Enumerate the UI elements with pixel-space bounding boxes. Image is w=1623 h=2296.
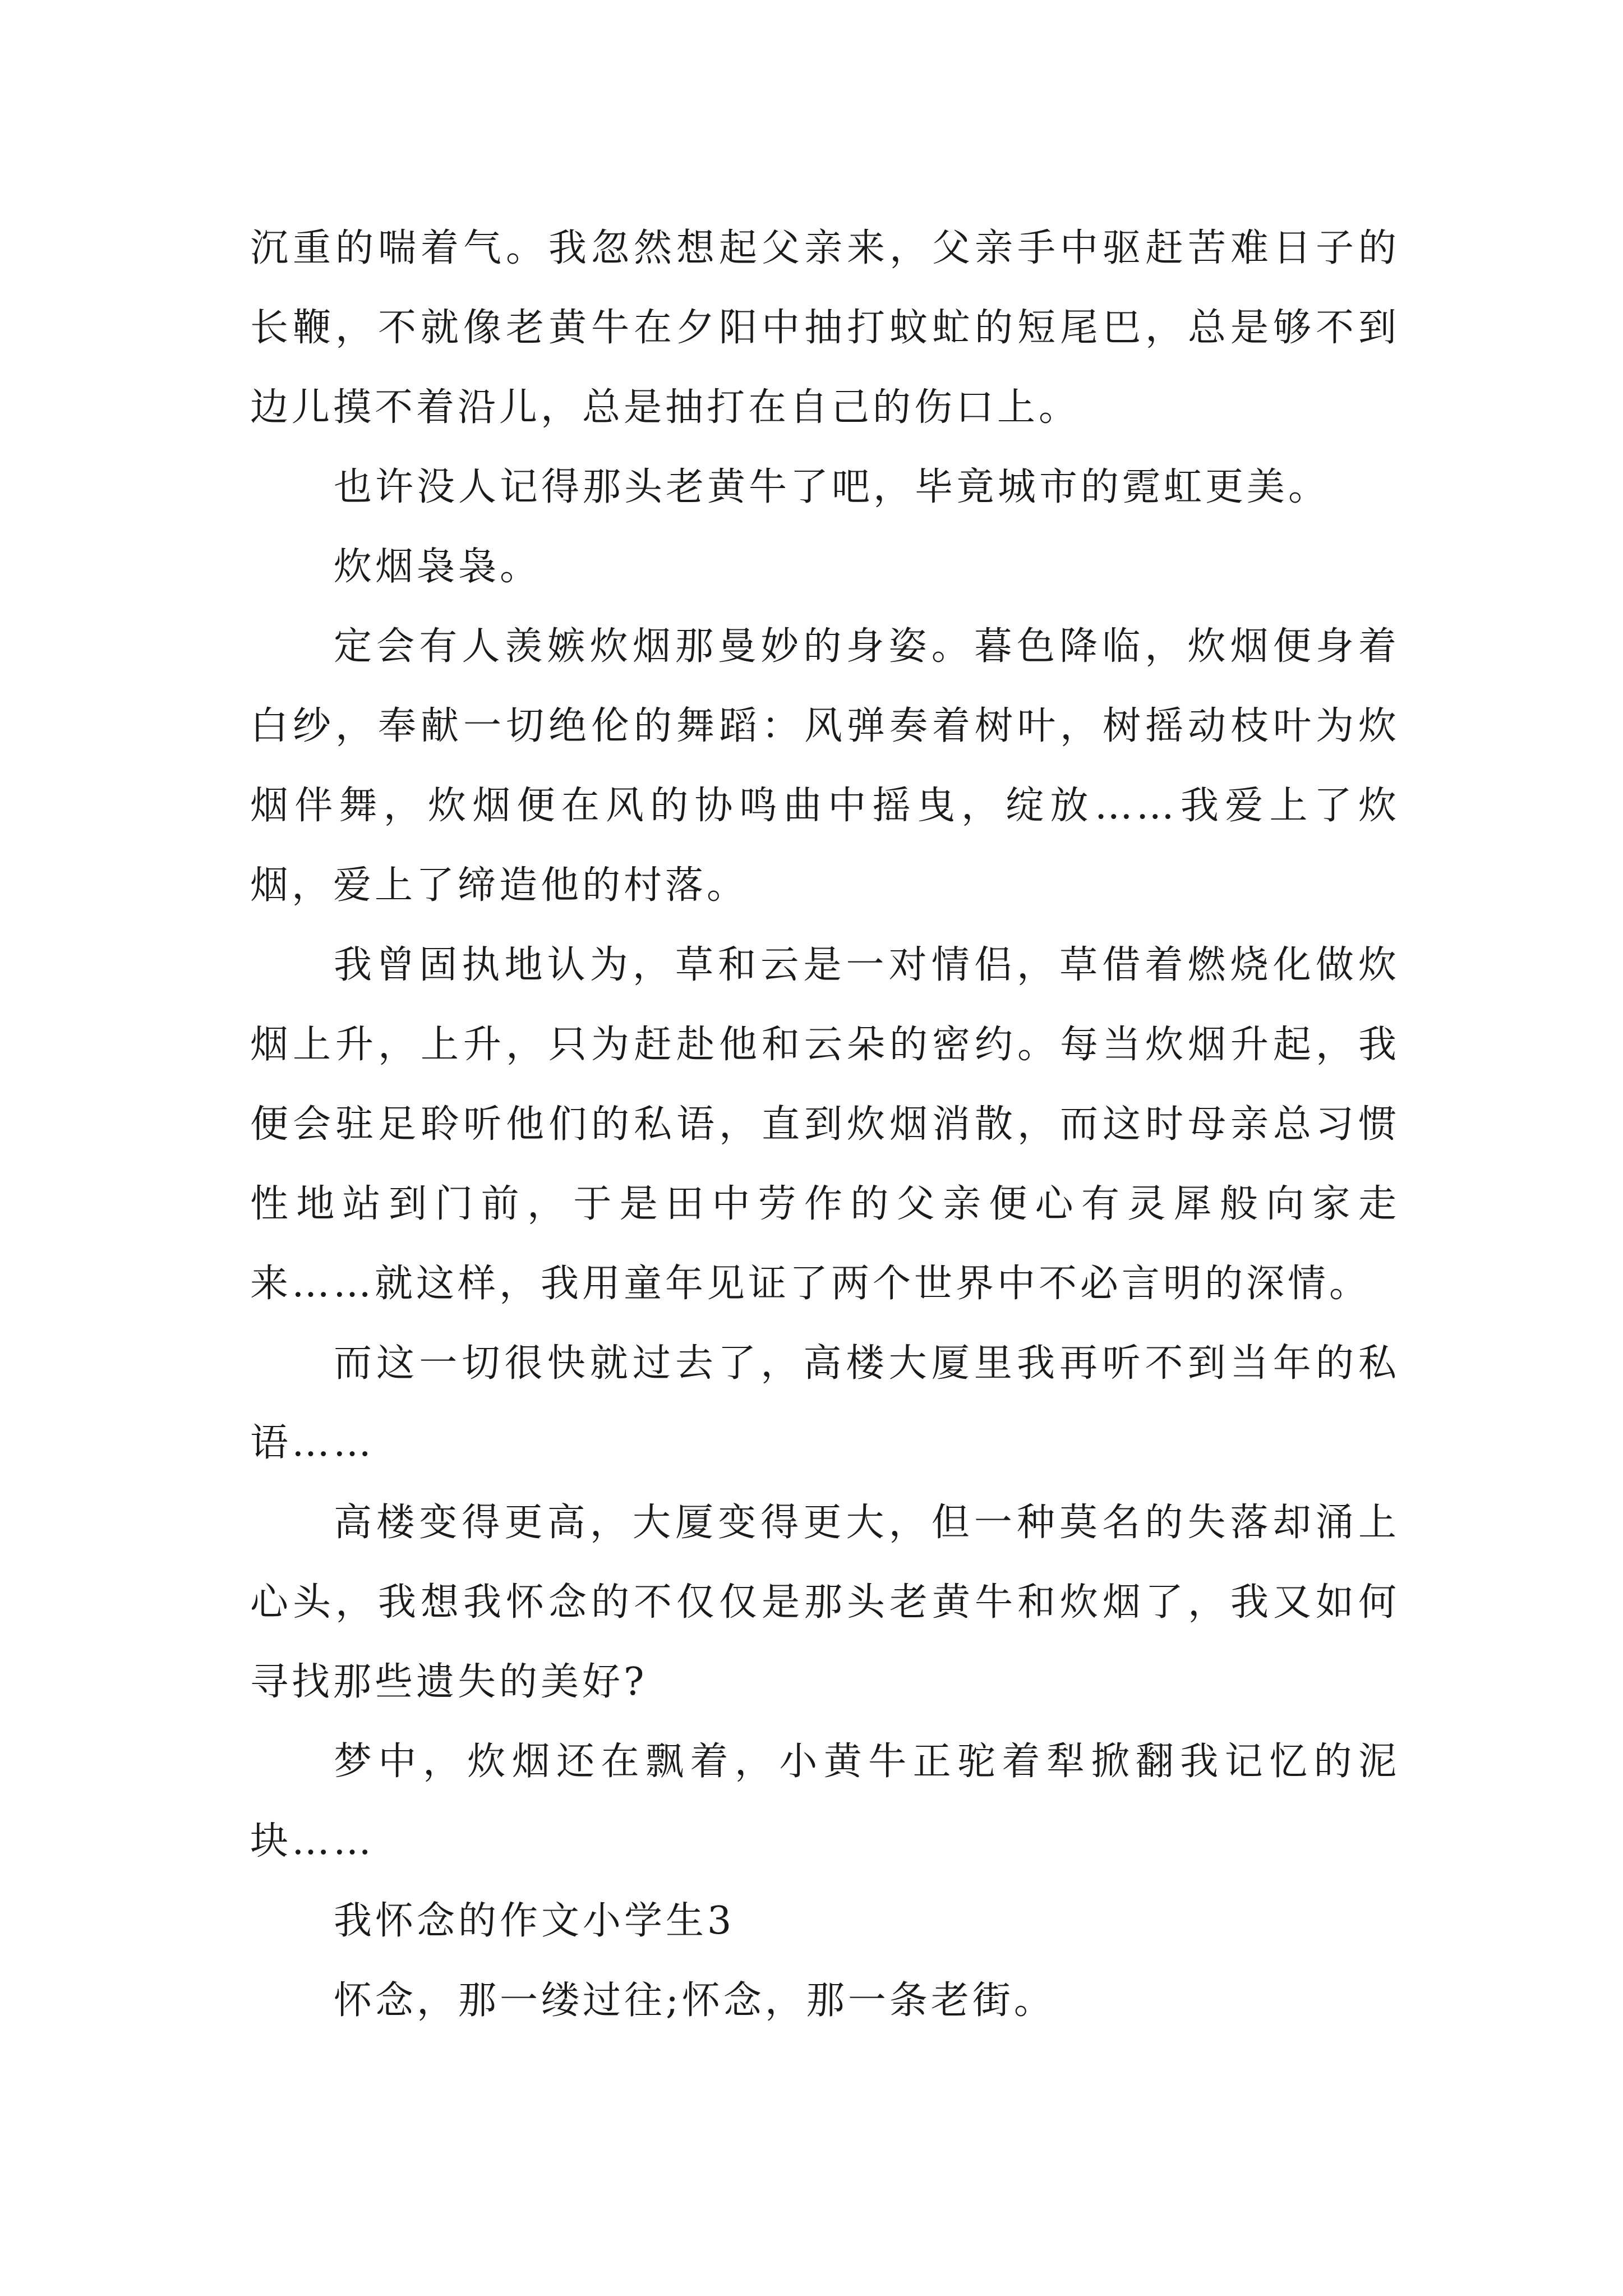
paragraph: 而这一切很快就过去了，高楼大厦里我再听不到当年的私语…… [250,1341,1400,1465]
paragraph: 怀念，那一缕过往;怀念，那一条老街。 [334,1978,1055,2023]
document-body [250,209,1400,2041]
section-heading: 我怀念的作文小学生3 [334,1899,735,1943]
paragraph: 高楼变得更高，大厦变得更大，但一种莫名的失落却涌上心头，我想我怀念的不仅仅是那头老黄牛和炊烟了，我又如何寻找那些遗失的美好? [250,1501,1400,1704]
paragraph: 梦中，炊烟还在飘着，小黄牛正驼着犁掀翻我记忆的泥块…… [250,1740,1400,1864]
paragraph: 定会有人羡嫉炊烟那曼妙的身姿。暮色降临，炊烟便身着白纱，奉献一切绝伦的舞蹈：风弹奏着树叶，树摇动枝叶为炊烟伴舞，炊烟便在风的协鸣曲中摇曳，绽放……我爱上了炊烟，爱上了缔造他的村落。 [250,624,1400,908]
paragraph: 炊烟袅袅。 [334,545,542,589]
paragraph: 沉重的喘着气。我忽然想起父亲来，父亲手中驱赶苦难日子的长鞭，不就像老黄牛在夕阳中抽打蚊虻的短尾巴，总是够不到边儿摸不着沿儿，总是抽打在自己的伤口上。 [250,226,1400,430]
paragraph: 也许没人记得那头老黄牛了吧，毕竟城市的霓虹更美。 [334,465,1330,509]
paragraph: 我曾固执地认为，草和云是一对情侣，草借着燃烧化做炊烟上升，上升，只为赶赴他和云朵的密约。每当炊烟升起，我便会驻足聆听他们的私语，直到炊烟消散，而这时母亲总习惯性地站到门前，于是田中劳作的父亲便心有灵犀般向家走来……就这样，我用童年见证了两个世界中不必言明的深情。 [250,943,1400,1306]
